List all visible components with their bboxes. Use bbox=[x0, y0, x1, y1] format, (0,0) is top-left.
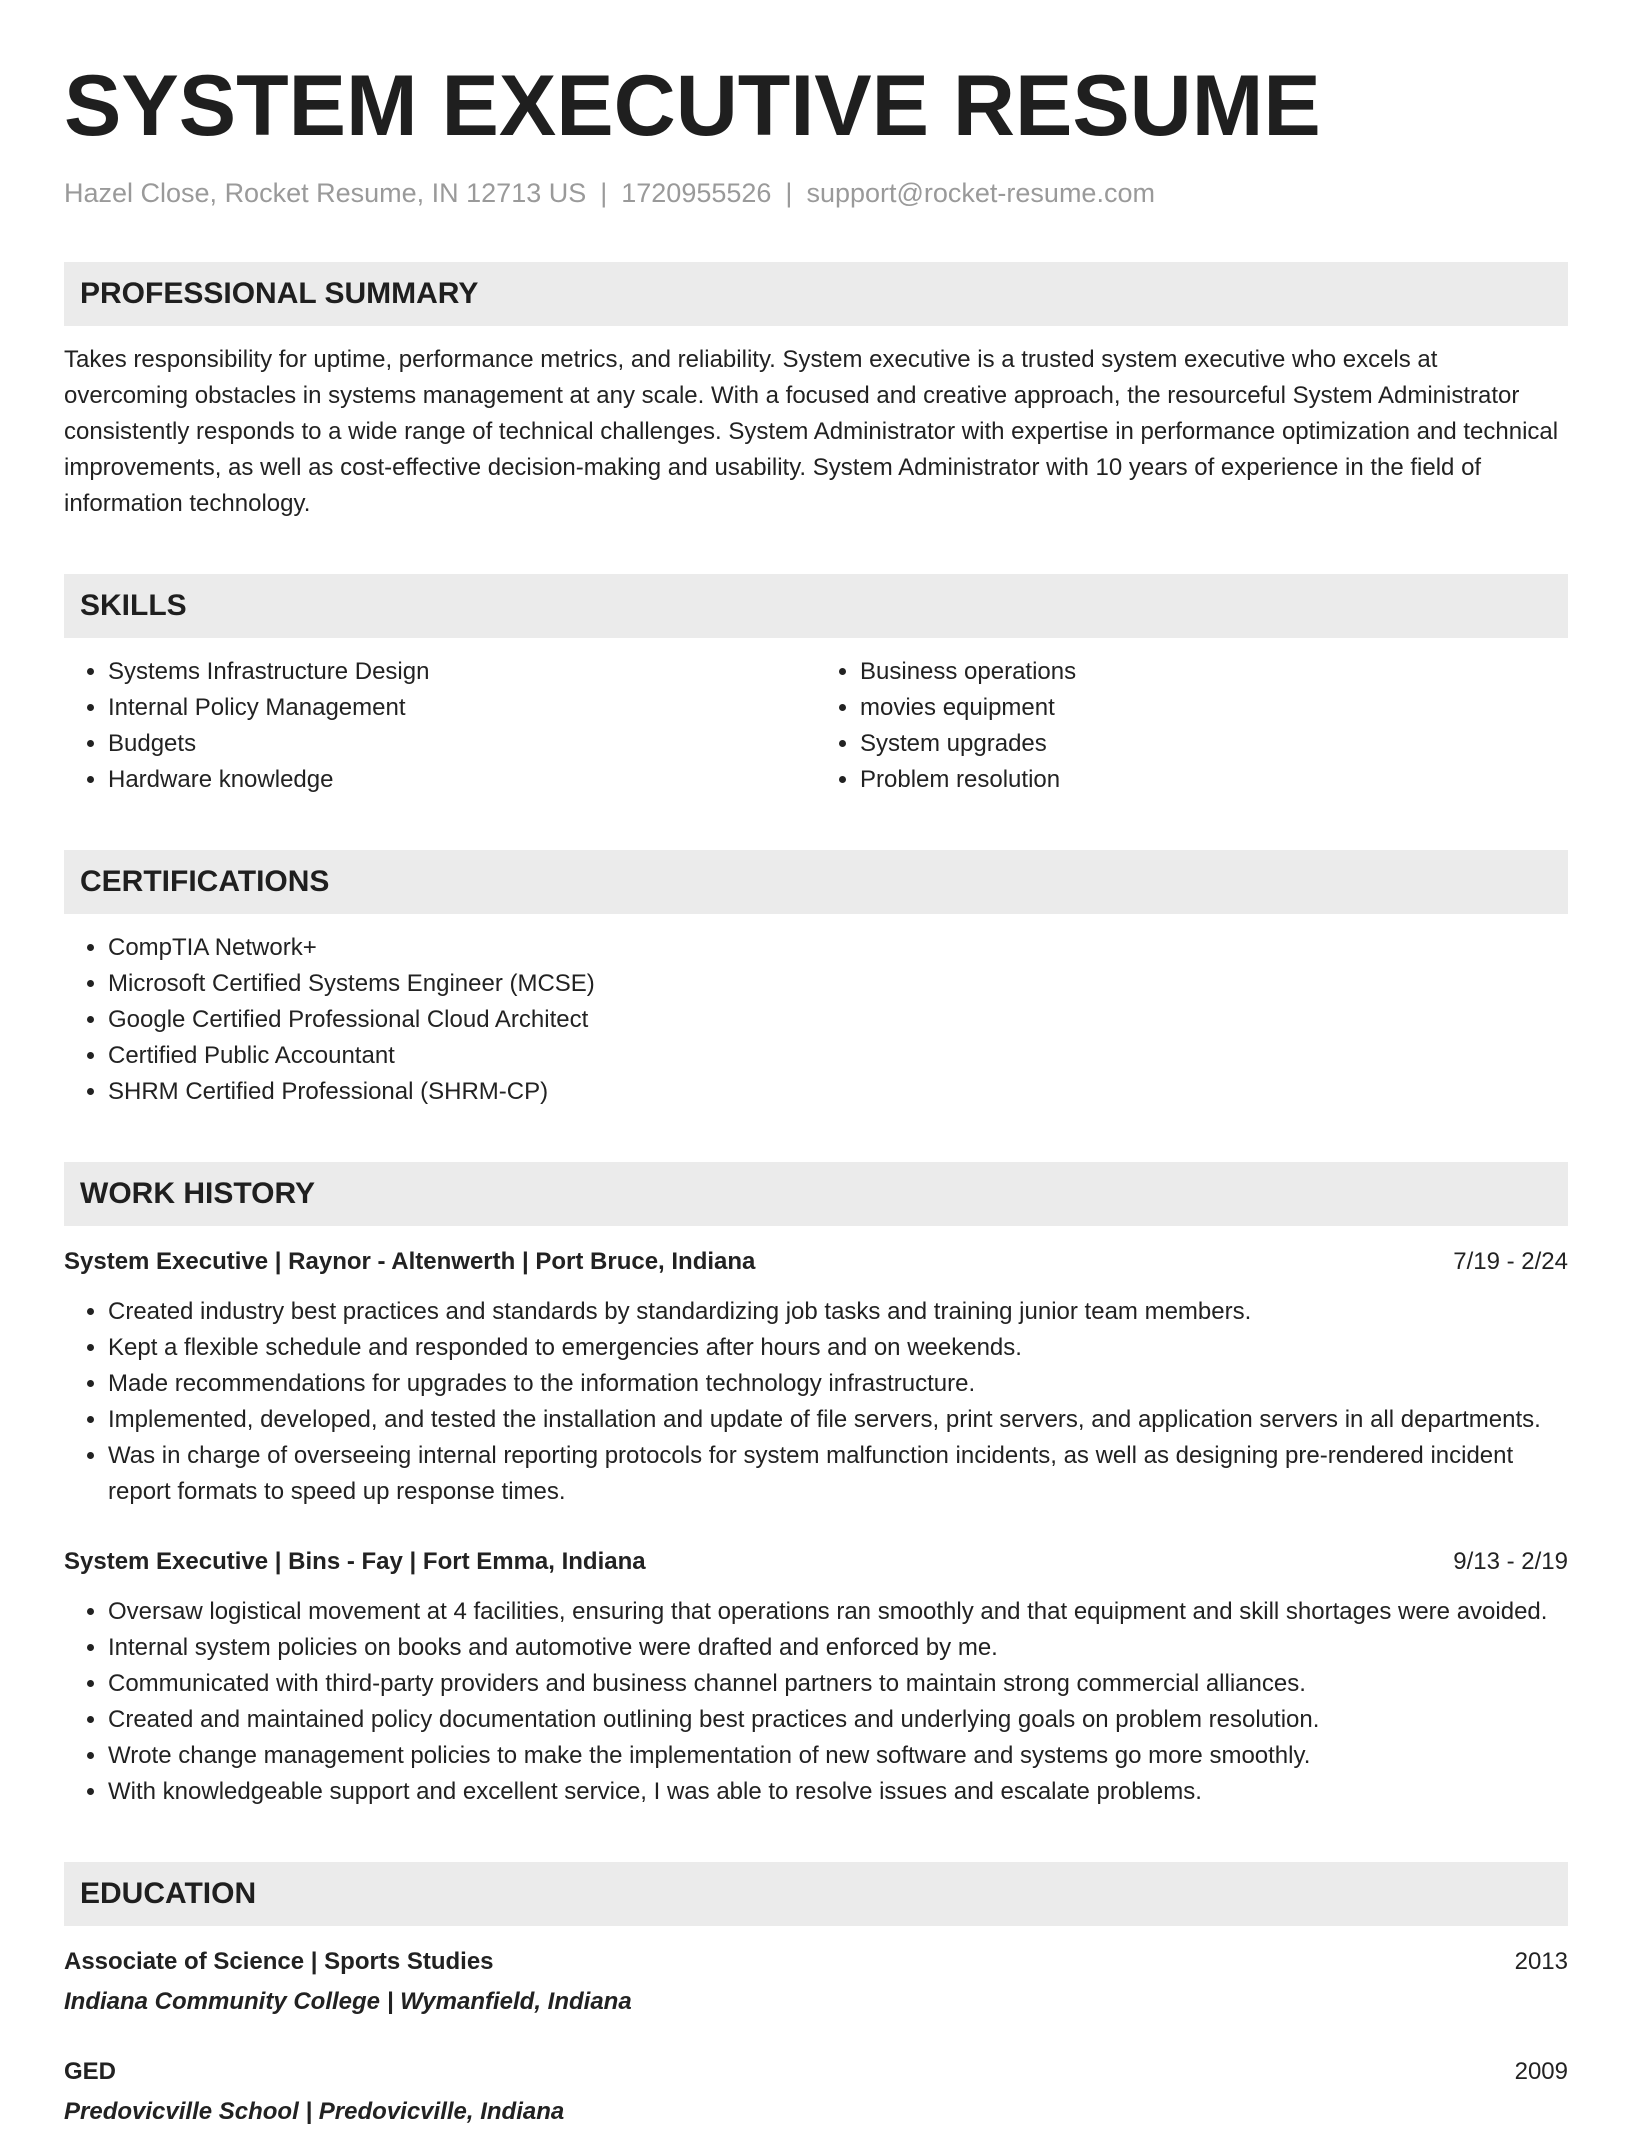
job-header bbox=[64, 1544, 1568, 1580]
job-header bbox=[64, 1244, 1568, 1280]
skills-grid bbox=[64, 654, 1568, 798]
education-year: 2009 bbox=[1514, 2058, 1568, 2085]
job-bullet: • Communicated with third-party providers and business channel partners to maintain strong commercial alliances. bbox=[108, 1666, 1568, 1702]
job-bullets bbox=[64, 1594, 1568, 1810]
certification-item: • Certified Public Accountant bbox=[108, 1038, 1568, 1074]
education-degree: GED bbox=[64, 2058, 117, 2085]
education-header bbox=[64, 1944, 1568, 1980]
job-bullet: • Kept a flexible schedule and responded to emergencies after hours and on weekends. bbox=[108, 1330, 1568, 1366]
job-bullet: • Oversaw logistical movement at 4 facilities, ensuring that operations ran smoothly and that equipment and skill shortages were avoided. bbox=[108, 1594, 1568, 1630]
job-dates: 9/13 - 2/19 bbox=[1453, 1548, 1568, 1575]
education-entry bbox=[64, 2054, 1568, 2130]
job-bullet: • Made recommendations for upgrades to the information technology infrastructure. bbox=[108, 1366, 1568, 1402]
contact-address: Hazel Close, Rocket Resume, IN 12713 US bbox=[64, 178, 587, 208]
skills-column-right bbox=[816, 654, 1568, 798]
section-header-education: EDUCATION bbox=[64, 1862, 1568, 1926]
job-title: System Executive | Raynor - Altenwerth | Port Bruce, Indiana bbox=[64, 1248, 756, 1275]
section-header-summary: PROFESSIONAL SUMMARY bbox=[64, 262, 1568, 326]
summary-text: Takes responsibility for uptime, performance metrics, and reliability. System executive is a trusted system executive who excels at overcoming obstacles in systems management at any scale. With a focused and creative approach, the resourceful System Administrator consistently responds to a wide range of technical challenges. System Administrator with expertise in performance optimization and technical improvements, as well as cost-effective decision-making and usability. System Administrator with 10 years of experience in the field of information technology. bbox=[64, 346, 1559, 517]
skills-column-left bbox=[64, 654, 816, 798]
contact-line bbox=[64, 176, 1568, 210]
education-degree: Associate of Science | Sports Studies bbox=[64, 1948, 494, 1975]
job-bullet: • Was in charge of overseeing internal reporting protocols for system malfunction incidents, as well as designing pre-rendered incident report formats to speed up response times. bbox=[108, 1438, 1568, 1510]
skill-item: • Internal Policy Management bbox=[108, 690, 816, 726]
job-bullet: • Implemented, developed, and tested the installation and update of file servers, print servers, and application servers in all departments. bbox=[108, 1402, 1568, 1438]
job-bullet: • Created and maintained policy documentation outlining best practices and underlying goals on problem resolution. bbox=[108, 1702, 1568, 1738]
skill-item: • Systems Infrastructure Design bbox=[108, 654, 816, 690]
section-header-certifications: CERTIFICATIONS bbox=[64, 850, 1568, 914]
certification-item: • SHRM Certified Professional (SHRM-CP) bbox=[108, 1074, 1568, 1110]
certification-item: • CompTIA Network+ bbox=[108, 930, 1568, 966]
job-dates: 7/19 - 2/24 bbox=[1453, 1248, 1568, 1275]
contact-separator: | bbox=[600, 178, 608, 208]
job-entry bbox=[64, 1244, 1568, 1510]
education-year: 2013 bbox=[1514, 1948, 1568, 1975]
job-bullet: • With knowledgeable support and excellent service, I was able to resolve issues and escalate problems. bbox=[108, 1774, 1568, 1810]
education-header bbox=[64, 2054, 1568, 2090]
skill-item: • Budgets bbox=[108, 726, 816, 762]
certification-item: • Microsoft Certified Systems Engineer (MCSE) bbox=[108, 966, 1568, 1002]
contact-separator: | bbox=[785, 178, 793, 208]
job-bullet: • Internal system policies on books and automotive were drafted and enforced by me. bbox=[108, 1630, 1568, 1666]
section-header-skills: SKILLS bbox=[64, 574, 1568, 638]
job-bullet: • Wrote change management policies to make the implementation of new software and systems go more smoothly. bbox=[108, 1738, 1568, 1774]
certifications-list bbox=[64, 930, 1568, 1110]
certification-item: • Google Certified Professional Cloud Architect bbox=[108, 1002, 1568, 1038]
job-entry bbox=[64, 1544, 1568, 1810]
skill-item: • Business operations bbox=[860, 654, 1568, 690]
skill-item: • System upgrades bbox=[860, 726, 1568, 762]
contact-email: support@rocket-resume.com bbox=[806, 178, 1155, 208]
job-bullets bbox=[64, 1294, 1568, 1510]
education-entry bbox=[64, 1944, 1568, 2020]
skill-item: • Hardware knowledge bbox=[108, 762, 816, 798]
education-school: Predovicville School | Predovicville, Indiana bbox=[64, 2098, 565, 2125]
job-bullet: • Created industry best practices and standards by standardizing job tasks and training junior team members. bbox=[108, 1294, 1568, 1330]
contact-phone: 1720955526 bbox=[621, 178, 772, 208]
skill-item: • Problem resolution bbox=[860, 762, 1568, 798]
skill-item: • movies equipment bbox=[860, 690, 1568, 726]
resume-title: SYSTEM EXECUTIVE RESUME bbox=[64, 58, 1321, 154]
education-school: Indiana Community College | Wymanfield, Indiana bbox=[64, 1988, 632, 2015]
section-header-work-history: WORK HISTORY bbox=[64, 1162, 1568, 1226]
job-title: System Executive | Bins - Fay | Fort Emma, Indiana bbox=[64, 1548, 646, 1575]
